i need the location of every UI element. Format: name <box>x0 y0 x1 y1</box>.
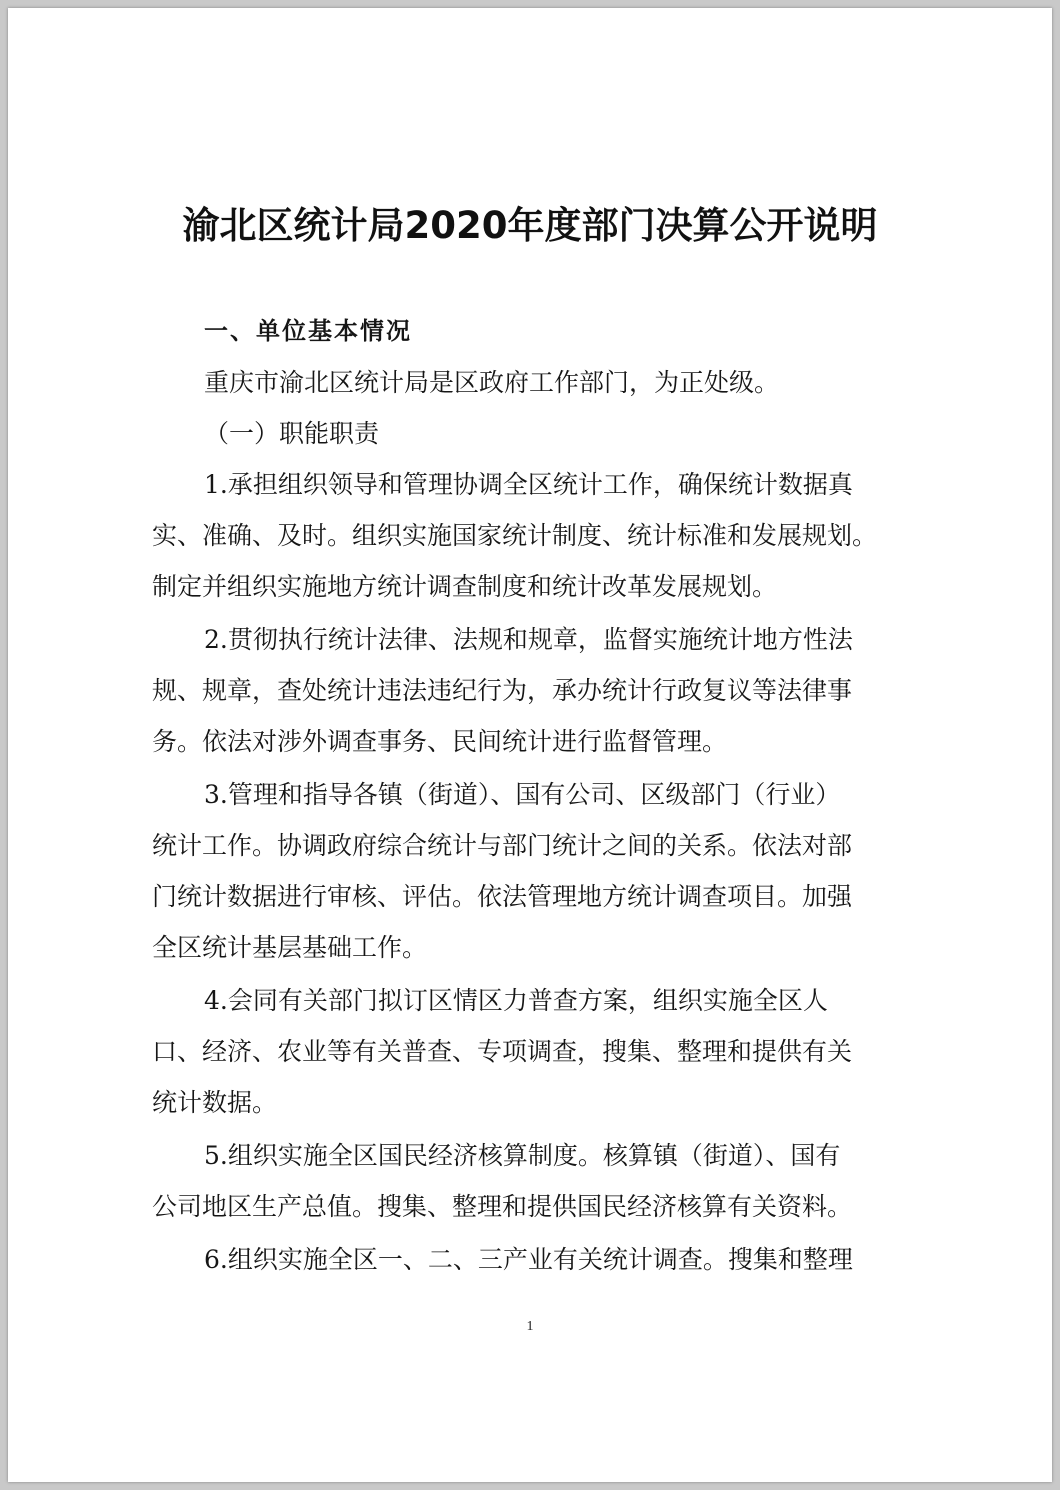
intro-text: 重庆市渝北区统计局是区政府工作部门，为正处级。 <box>204 368 780 397</box>
paragraph-line: 门统计数据进行审核、评估。依法管理地方统计调查项目。加强 <box>152 882 853 911</box>
paragraph-2 <box>152 614 928 767</box>
document-body <box>152 306 928 1285</box>
paragraph-line: 制定并组织实施地方统计调查制度和统计改革发展规划。 <box>152 572 778 601</box>
paragraph-line: 统计工作。协调政府综合统计与部门统计之间的关系。依法对部 <box>152 831 853 860</box>
paragraph-1 <box>152 459 928 612</box>
page-number: 1 <box>526 1319 534 1334</box>
section-heading: 一、单位基本情况 <box>204 317 412 345</box>
paragraph-line: 全区统计基层基础工作。 <box>152 933 428 962</box>
paragraph-line: 2.贯彻执行统计法律、法规和规章，监督实施统计地方性法 <box>204 625 853 654</box>
paragraph-4 <box>152 975 928 1128</box>
paragraph-6 <box>152 1234 928 1285</box>
paragraph-5 <box>152 1130 928 1232</box>
paragraph-line: 实、准确、及时。组织实施国家统计制度、统计标准和发展规划。 <box>152 521 878 550</box>
paragraph-line: 3.管理和指导各镇（街道）、国有公司、区级部门（行业） <box>204 780 841 809</box>
paragraph-line: 务。依法对涉外调查事务、民间统计进行监督管理。 <box>152 727 728 756</box>
paragraph-line: 5.组织实施全区国民经济核算制度。核算镇（街道）、国有 <box>204 1141 841 1170</box>
subsection-heading: （一）职能职责 <box>204 419 380 448</box>
document-page <box>8 8 1052 1482</box>
paragraph-3 <box>152 769 928 973</box>
paragraph-line: 6.组织实施全区一、二、三产业有关统计调查。搜集和整理 <box>204 1245 853 1274</box>
paragraph-line: 1.承担组织领导和管理协调全区统计工作，确保统计数据真 <box>204 470 853 499</box>
document-title: 渝北区统计局2020年度部门决算公开说明 <box>182 204 878 247</box>
paragraph-line: 4.会同有关部门拟订区情区力普查方案，组织实施全区人 <box>204 986 828 1015</box>
paragraph-line: 规、规章，查处统计违法违纪行为，承办统计行政复议等法律事 <box>152 676 853 705</box>
paragraph-line: 公司地区生产总值。搜集、整理和提供国民经济核算有关资料。 <box>152 1192 853 1221</box>
paragraph-line: 口、经济、农业等有关普查、专项调查，搜集、整理和提供有关 <box>152 1037 853 1066</box>
paragraph-line: 统计数据。 <box>152 1088 278 1117</box>
